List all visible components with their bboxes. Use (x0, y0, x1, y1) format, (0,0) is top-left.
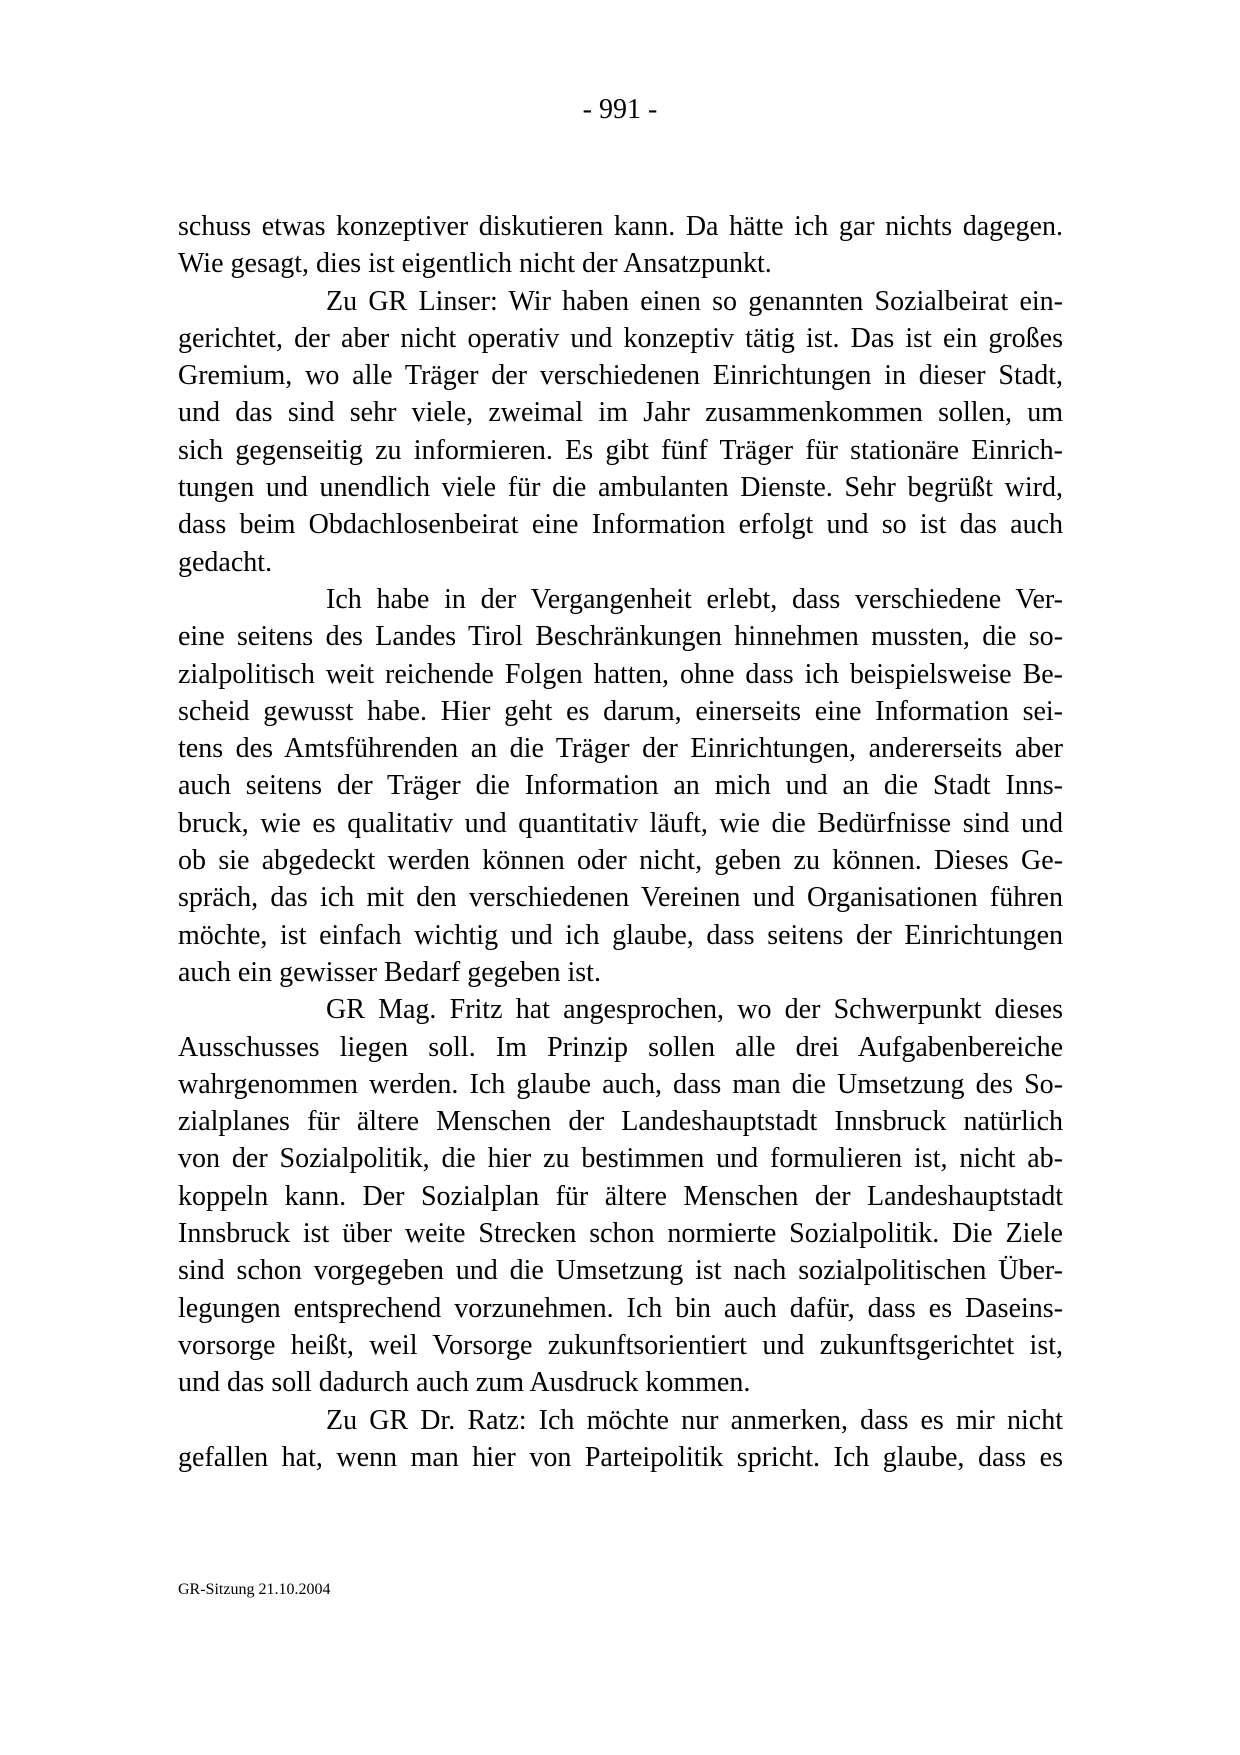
text-line: gedacht. (178, 546, 273, 578)
text-line: tens des Amtsführenden an die Träger der Einrichtungen, andererseits aber (178, 733, 1063, 765)
text-line: bruck, wie es qualitativ und quantitativ läuft, wie die Bedürfnisse sind und (178, 807, 1063, 839)
text-line: sich gegenseitig zu informieren. Es gibt fünf Träger für stationäre Einrich- (178, 434, 1063, 466)
text-line: eine seitens des Landes Tirol Beschränkungen hinnehmen mussten, die so- (178, 621, 1063, 653)
text-line: legungen entsprechend vorzunehmen. Ich bin auch dafür, dass es Daseins- (178, 1292, 1063, 1324)
text-line: sind schon vorgegeben und die Umsetzung ist nach sozialpolitischen Über- (178, 1255, 1063, 1287)
text-line: Gremium, wo alle Träger der verschiedenen Einrichtungen in dieser Stadt, (178, 360, 1063, 392)
text-line: scheid gewusst habe. Hier geht es darum, einerseits eine Information sei- (178, 695, 1063, 727)
text-line: gefallen hat, wenn man hier von Parteipolitik spricht. Ich glaube, dass es (178, 1441, 1063, 1473)
text-line: und das sind sehr viele, zweimal im Jahr zusammenkommen sollen, um (178, 397, 1063, 429)
text-line: Ausschusses liegen soll. Im Prinzip sollen alle drei Aufgabenbereiche (178, 1031, 1063, 1063)
text-line: wahrgenommen werden. Ich glaube auch, dass man die Umsetzung des So- (178, 1068, 1063, 1100)
text-line: gerichtet, der aber nicht operativ und konzeptiv tätig ist. Das ist ein großes (178, 322, 1063, 354)
text-line: Wie gesagt, dies ist eigentlich nicht der Ansatzpunkt. (178, 248, 772, 280)
text-line: dass beim Obdachlosenbeirat eine Information erfolgt und so ist das auch (178, 509, 1063, 541)
text-line: spräch, das ich mit den verschiedenen Vereinen und Organisationen führen (178, 882, 1063, 914)
text-line: vorsorge heißt, weil Vorsorge zukunftsorientiert und zukunftsgerichtet ist, (178, 1329, 1063, 1361)
text-line: koppeln kann. Der Sozialplan für ältere Menschen der Landeshauptstadt (178, 1180, 1063, 1212)
text-line: und das soll dadurch auch zum Ausdruck kommen. (178, 1367, 751, 1399)
text-line: tungen und unendlich viele für die ambulanten Dienste. Sehr begrüßt wird, (178, 472, 1063, 504)
text-line: ob sie abgedeckt werden können oder nicht, geben zu können. Dieses Ge- (178, 845, 1063, 877)
text-line: auch ein gewisser Bedarf gegeben ist. (178, 956, 601, 988)
body-text (178, 208, 1063, 1476)
text-line: zialplanes für ältere Menschen der Landeshauptstadt Innsbruck natürlich (178, 1106, 1063, 1138)
text-line: möchte, ist einfach wichtig und ich glaube, dass seitens der Einrichtungen (178, 919, 1063, 951)
page-number: - 991 - (582, 94, 658, 125)
text-line: auch seitens der Träger die Information an mich und an die Stadt Inns- (178, 770, 1063, 802)
text-line: GR Mag. Fritz hat angesprochen, wo der Schwerpunkt dieses (326, 994, 1063, 1026)
text-line: Zu GR Dr. Ratz: Ich möchte nur anmerken, dass es mir nicht (326, 1404, 1063, 1436)
footer-session-date: GR-Sitzung 21.10.2004 (178, 1581, 331, 1598)
text-line: schuss etwas konzeptiver diskutieren kann. Da hätte ich gar nichts dagegen. (178, 211, 1063, 242)
text-line: Innsbruck ist über weite Strecken schon normierte Sozialpolitik. Die Ziele (178, 1218, 1063, 1250)
text-line: Zu GR Linser: Wir haben einen so genannten Sozialbeirat ein- (326, 285, 1063, 317)
text-line: von der Sozialpolitik, die hier zu bestimmen und formulieren ist, nicht ab- (178, 1143, 1063, 1175)
text-line: zialpolitisch weit reichende Folgen hatten, ohne dass ich beispielsweise Be- (178, 658, 1063, 690)
text-line: Ich habe in der Vergangenheit erlebt, dass verschiedene Ver- (326, 583, 1063, 615)
